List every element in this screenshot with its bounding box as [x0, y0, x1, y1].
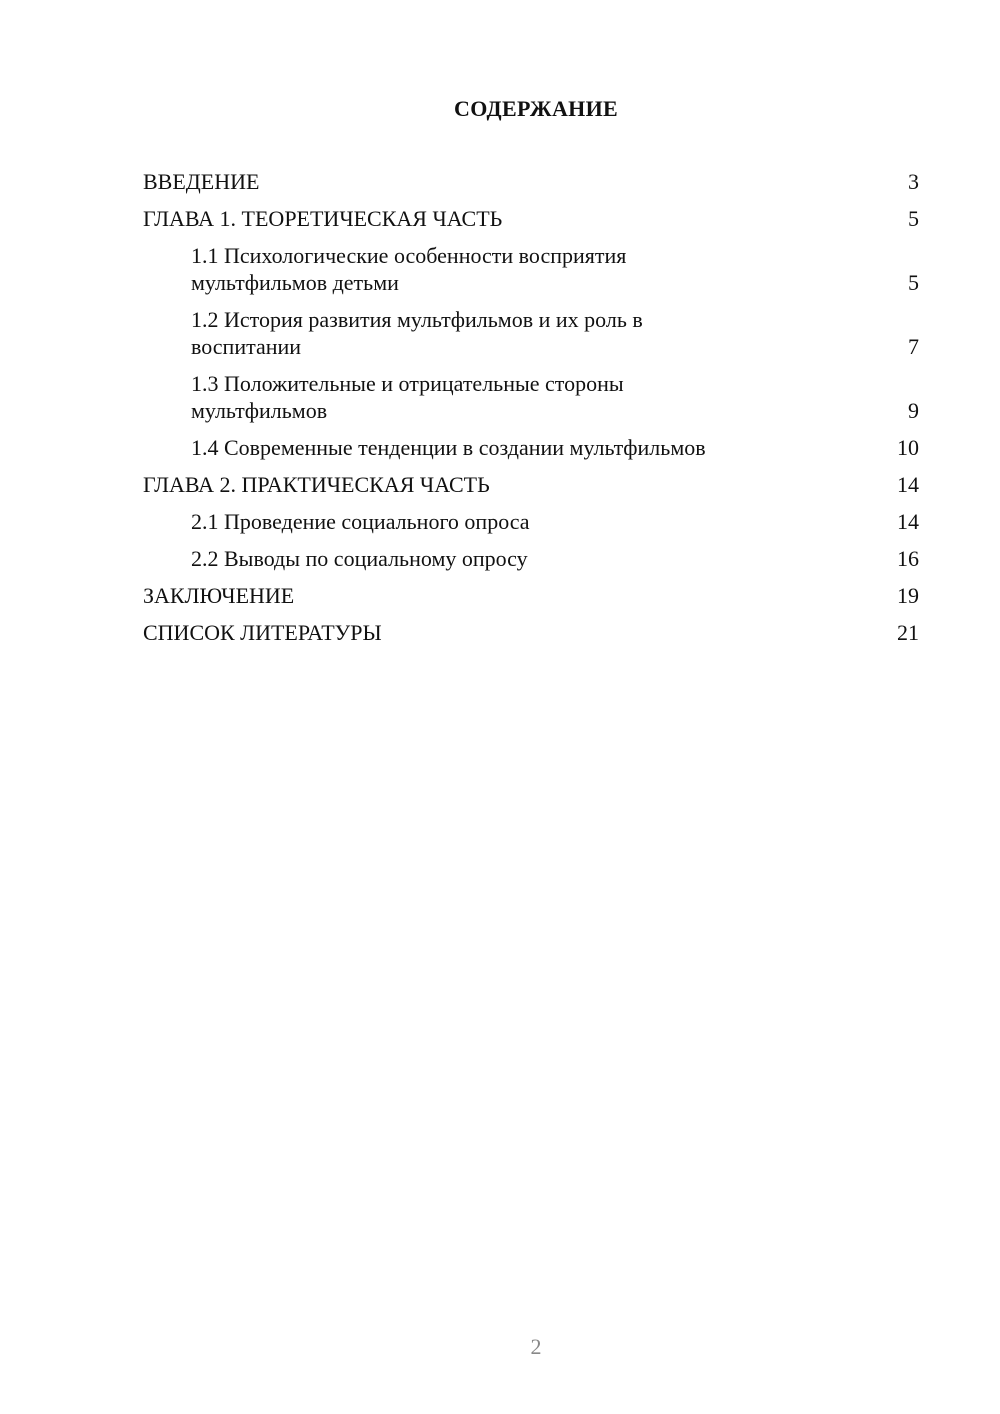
toc-item-label: 1.3 Положительные и отрицательные стороны мультфильмов — [191, 371, 624, 423]
toc-item-page: 5 — [908, 206, 919, 231]
toc-item-page: 9 — [908, 398, 919, 423]
toc-item-section-2-2[interactable] — [143, 545, 919, 572]
page-number: 2 — [530, 1334, 542, 1359]
toc-item-page: 14 — [897, 472, 919, 497]
toc-item-page: 14 — [897, 509, 919, 534]
toc-item-page: 7 — [908, 334, 919, 359]
toc-item-section-1-1[interactable] — [143, 242, 919, 296]
table-of-contents — [143, 168, 919, 656]
toc-item-section-2-1[interactable] — [143, 508, 919, 535]
toc-item-label: 1.4 Современные тенденции в создании мультфильмов — [191, 435, 706, 460]
toc-item-label: ГЛАВА 1. ТЕОРЕТИЧЕСКАЯ ЧАСТЬ — [143, 206, 503, 231]
toc-item-section-1-3[interactable] — [143, 370, 919, 424]
page-title: СОДЕРЖАНИЕ — [454, 96, 618, 121]
toc-item-page: 10 — [897, 435, 919, 460]
toc-item-section-1-2[interactable] — [143, 306, 919, 360]
toc-item-page: 3 — [908, 169, 919, 194]
toc-item-label: 1.1 Психологические особенности восприятия мультфильмов детьми — [191, 243, 627, 295]
toc-item-label: 2.2 Выводы по социальному опросу — [191, 546, 528, 571]
toc-item-label: ВВЕДЕНИЕ — [143, 169, 260, 194]
toc-item-page: 5 — [908, 270, 919, 295]
toc-item-label: СПИСОК ЛИТЕРАТУРЫ — [143, 620, 382, 645]
toc-item-references[interactable] — [143, 619, 919, 646]
toc-item-label: 1.2 История развития мультфильмов и их роль в воспитании — [191, 307, 643, 359]
toc-item-label: ЗАКЛЮЧЕНИЕ — [143, 583, 295, 608]
toc-item-page: 19 — [897, 583, 919, 608]
toc-item-chapter-1[interactable] — [143, 205, 919, 232]
toc-item-introduction[interactable] — [143, 168, 919, 195]
toc-item-page: 21 — [897, 620, 919, 645]
toc-item-section-1-4[interactable] — [143, 434, 919, 461]
toc-item-label: 2.1 Проведение социального опроса — [191, 509, 530, 534]
toc-item-page: 16 — [897, 546, 919, 571]
toc-item-conclusion[interactable] — [143, 582, 919, 609]
toc-item-chapter-2[interactable] — [143, 471, 919, 498]
toc-item-label: ГЛАВА 2. ПРАКТИЧЕСКАЯ ЧАСТЬ — [143, 472, 490, 497]
